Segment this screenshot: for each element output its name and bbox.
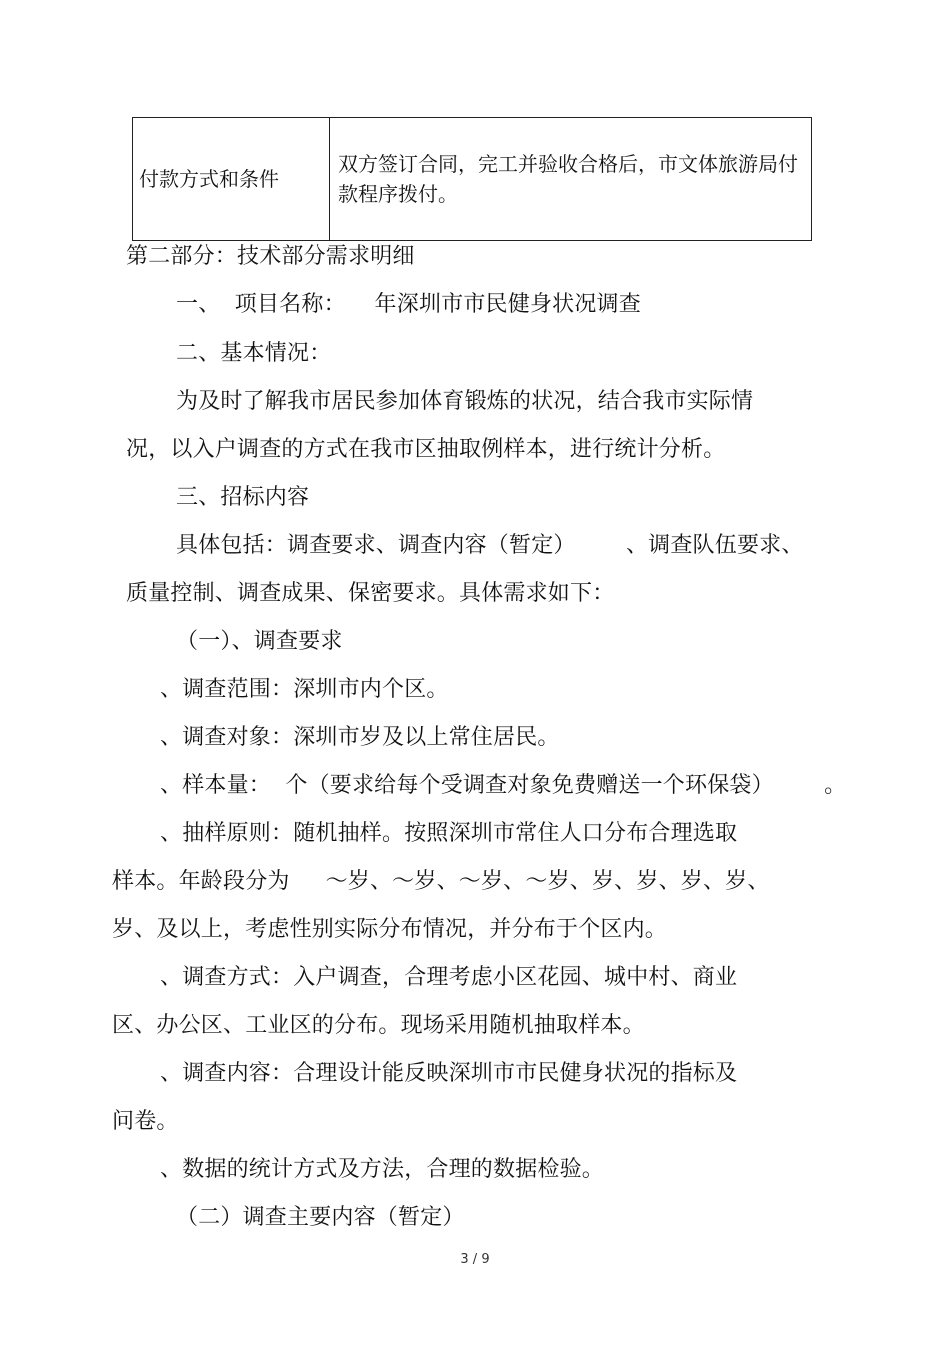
- list-item: 、样本量： 个（要求给每个受调查对象免费赠送一个环保袋） 。: [160, 773, 847, 798]
- list-item-continuation: 样本。年龄段分为 ～岁、～岁、～岁、～岁、岁、岁、岁、岁、: [112, 869, 770, 894]
- payment-terms-table: [132, 117, 812, 241]
- paragraph-line: 具体包括：调查要求、调查内容（暂定） 、调查队伍要求、: [176, 533, 804, 558]
- page-number: 3 / 9: [460, 1252, 490, 1267]
- list-item: 、数据的统计方式及方法，合理的数据检验。: [160, 1157, 605, 1182]
- project-name-line: 一、 项目名称： 年深圳市市民健身状况调查: [176, 292, 641, 317]
- basic-info-heading: 二、基本情况：: [176, 341, 332, 366]
- paragraph-line: 况，以入户调查的方式在我市区抽取例样本，进行统计分析。: [126, 437, 726, 462]
- table-value-cell: 双方签订合同，完工并验收合格后，市文体旅游局付款程序拨付。: [330, 118, 812, 241]
- list-item: 、调查方式：入户调查，合理考虑小区花园、城中村、商业: [160, 965, 738, 990]
- subsection-heading: （一）、调查要求: [176, 629, 343, 654]
- section-heading: 第二部分：技术部分需求明细: [126, 244, 415, 269]
- table-row: [133, 118, 812, 241]
- subsection-heading: （二）调查主要内容（暂定）: [176, 1205, 465, 1230]
- tender-content-heading: 三、招标内容: [176, 485, 310, 510]
- paragraph-line: 为及时了解我市居民参加体育锻炼的状况，结合我市实际情: [176, 389, 754, 414]
- list-item: 、调查对象：深圳市岁及以上常住居民。: [160, 725, 560, 750]
- list-item: 、调查内容：合理设计能反映深圳市市民健身状况的指标及: [160, 1061, 738, 1086]
- list-item-continuation: 岁、及以上，考虑性别实际分布情况，并分布于个区内。: [112, 917, 668, 942]
- paragraph-line: 质量控制、调查成果、保密要求。具体需求如下：: [126, 581, 615, 606]
- list-item-continuation: 区、办公区、工业区的分布。现场采用随机抽取样本。: [112, 1013, 645, 1038]
- list-item-continuation: 问卷。: [112, 1109, 179, 1134]
- table-key-cell: 付款方式和条件: [133, 118, 330, 241]
- list-item: 、抽样原则：随机抽样。按照深圳市常住人口分布合理选取: [160, 821, 738, 846]
- list-item: 、调查范围：深圳市内个区。: [160, 677, 449, 702]
